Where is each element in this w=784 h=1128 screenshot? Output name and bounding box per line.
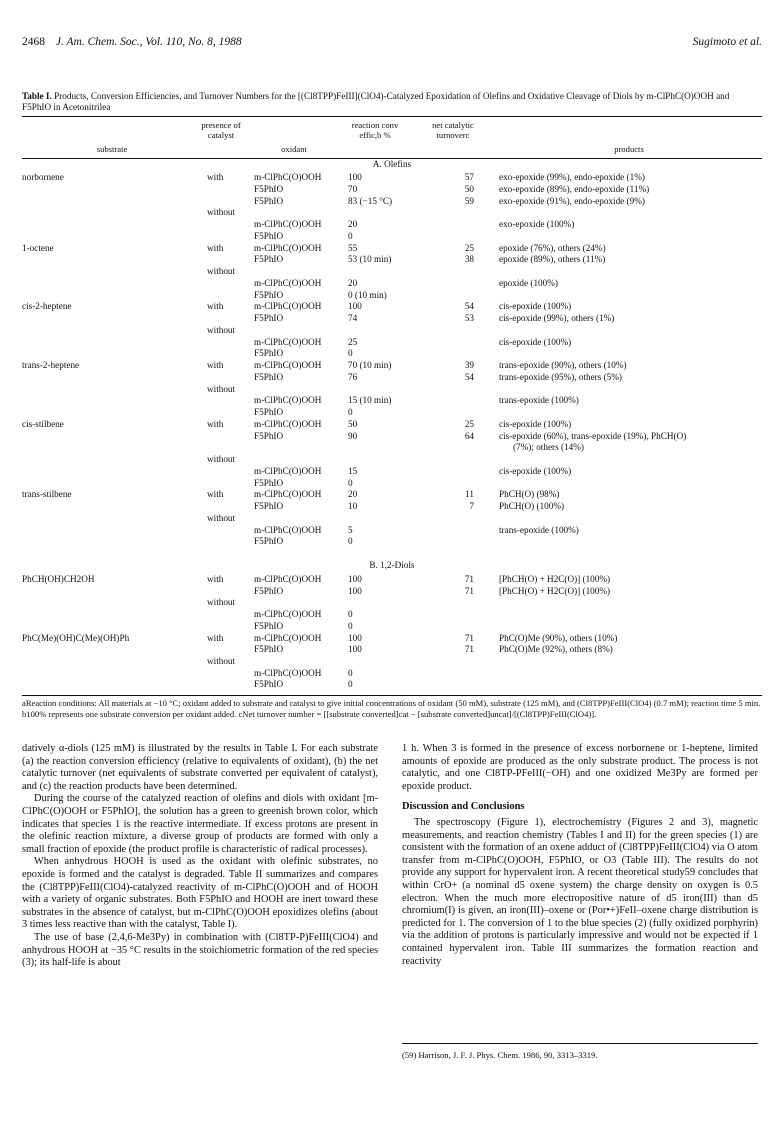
table-row <box>22 633 762 644</box>
cell-oxidant: F5PhIO <box>254 289 284 300</box>
cell-catalyst: with <box>207 418 224 429</box>
cell-efficiency: 20 <box>348 489 358 500</box>
right-paragraph-1: 1 h. When 3 is formed in the presence of excess norbornene or 1-heptene, limited amounts of epoxide are produced as the only substrate product. The process is not catalytic, and one Cl8TP-PFeIII(−OH) and one oxidized Me3Py are formed per epoxide product. <box>402 743 758 792</box>
cell-efficiency: 0 <box>348 667 353 678</box>
cell-products: cis-epoxide (100%) <box>499 418 572 429</box>
cell-efficiency: 0 <box>348 348 353 359</box>
cell-efficiency: 100 <box>348 301 362 312</box>
cell-catalyst: with <box>207 489 224 500</box>
table-row <box>22 290 762 301</box>
col-header-oxidant: oxidant <box>281 144 307 154</box>
section-heading: Discussion and Conclusions <box>402 801 525 813</box>
left-paragraph-1: datively α-diols (125 mM) is illustrated by the results in Table I. For each substrate (a) the reaction conversion efficiency (relative to equivalents of oxidant), (b) the net catalytic turnover (net equivalents of substrate converted per equivalent of catalyst), and (c) the reaction products have been determined. <box>22 743 378 792</box>
cell-oxidant: m-ClPhC(O)OOH <box>254 360 322 370</box>
section-diols: B. 1,2-Diols <box>369 560 415 570</box>
cell-efficiency: 5 <box>348 524 353 535</box>
cell-oxidant: m-ClPhC(O)OOH <box>254 301 322 312</box>
table-row <box>22 489 762 500</box>
table-top-rule <box>22 116 762 117</box>
cell-efficiency: 100 <box>348 585 362 596</box>
table-bottom-rule <box>22 695 762 696</box>
cell-catalyst: without <box>207 454 236 464</box>
table-row <box>22 644 762 655</box>
cell-efficiency: 100 <box>348 172 362 182</box>
table-row <box>22 501 762 512</box>
cell-products: exo-epoxide (99%), endo-epoxide (1%) <box>499 172 645 182</box>
table-row <box>22 668 762 679</box>
table-caption-text: Products, Conversion Efficiencies, and Turnover Numbers for the [(Cl8TPP)FeIII](ClO4)-Catalyzed Epoxidation of Olefins and Oxidative Cleavage of Diols by m-ClPhC(O)OOH and F5PhIO in Acetonitrilea <box>22 91 730 112</box>
left-column <box>22 743 378 970</box>
cell-efficiency: 0 <box>348 679 353 690</box>
cell-efficiency: 53 (10 min) <box>348 254 392 265</box>
table-row <box>22 313 762 324</box>
cell-efficiency: 10 <box>348 501 358 511</box>
left-paragraph-4: The use of base (2,4,6-Me3Py) in combination with (Cl8TP-P)FeIII(ClO4) and anhydrous HOOH at −35 °C results in the stoichiometric formation of the red species (3); its half-life is about <box>22 931 378 969</box>
cell-oxidant: m-ClPhC(O)OOH <box>254 489 322 500</box>
left-paragraph-2: During the course of the catalyzed reaction of olefins and diols with oxidant [m-ClPhC(O)OOH or F5PhIO], the solution has a green to greenish brown color, which indicates that species 1 is the reactive intermediate. If excess protons are present in the olefinic reaction mixture, a diverse group of products are formed with only a small fraction of epoxide (the product profile is characteristic of radical processes). <box>22 793 378 855</box>
cell-oxidant: F5PhIO <box>254 254 284 265</box>
cell-oxidant: m-ClPhC(O)OOH <box>254 242 322 253</box>
cell-products: trans-epoxide (100%) <box>499 395 579 406</box>
table-row <box>22 360 762 371</box>
table-row <box>22 348 762 359</box>
cell-oxidant: F5PhIO <box>254 348 284 359</box>
cell-efficiency: 70 <box>348 183 358 194</box>
cell-efficiency: 83 (−15 °C) <box>348 195 393 206</box>
cell-catalyst: with <box>207 360 224 370</box>
left-paragraph-3: When anhydrous HOOH is used as the oxidant with olefinic substrates, no epoxide is formed and the catalyst is degraded. Table II summarizes and compares the (Cl8TPP)FeIII(ClO4)-catalyzed reactivity of m-ClPhC(O)OOH and of HOOH with a variety of organic substrates. Both F5PhIO and HOOH are inert toward these substrates in the absence of catalyst, but m-ClPhC(O)OOH epoxidizes olefins (about 3 times less reactive than with the catalyst, Table I). <box>22 856 378 931</box>
cell-products: epoxide (76%), others (24%) <box>499 242 606 253</box>
cell-catalyst: without <box>207 207 236 218</box>
cell-turnover: 25 <box>464 418 474 429</box>
table-row <box>22 679 762 690</box>
cell-oxidant: F5PhIO <box>254 407 284 417</box>
table-row <box>22 513 762 524</box>
table-row <box>22 586 762 597</box>
table-row <box>22 609 762 620</box>
table-row <box>22 478 762 489</box>
header-left <box>22 36 242 48</box>
cell-oxidant: F5PhIO <box>254 620 284 631</box>
col-header-substrate: substrate <box>96 144 128 154</box>
cell-efficiency: 55 <box>348 242 358 253</box>
cell-products: epoxide (89%), others (11%) <box>499 254 606 265</box>
table-row <box>22 172 762 183</box>
page-number: 2468 <box>22 36 45 48</box>
cell-oxidant: F5PhIO <box>254 644 284 655</box>
cell-oxidant: F5PhIO <box>254 501 284 511</box>
cell-efficiency: 0 <box>348 230 353 241</box>
cell-turnover: 7 <box>469 501 474 511</box>
cell-efficiency: 25 <box>348 336 358 347</box>
table-row <box>22 536 762 547</box>
cell-products: PhCH(O) (100%) <box>499 501 565 511</box>
cell-catalyst: with <box>207 242 224 253</box>
table-row <box>22 207 762 218</box>
cell-substrate: norbornene <box>22 172 64 182</box>
cell-catalyst: with <box>207 301 224 312</box>
table-row <box>22 525 762 536</box>
cell-oxidant: m-ClPhC(O)OOH <box>254 418 322 429</box>
table-row <box>22 301 762 312</box>
cell-oxidant: m-ClPhC(O)OOH <box>254 219 322 229</box>
cell-products: PhCH(O) (98%) <box>499 489 560 500</box>
cell-products: PhC(O)Me (92%), others (8%) <box>499 644 613 655</box>
table-footnote: aReaction conditions: All materials at −10 °C; oxidant added to substrate and catalyst to give initial concentrations of oxidant (50 mM), substrate (125 mM), and (Cl8TPP)FeIII(ClO4) (0.7 mM); reaction time 5 min. b100% represents one substrate conversion per oxidant added. cNet turnover number = [[substrate converted]cat − [substrate converted]uncat]/[(Cl8TPP)FeIII(ClO4)]. <box>22 698 761 719</box>
cell-oxidant: F5PhIO <box>254 183 284 194</box>
cell-oxidant: m-ClPhC(O)OOH <box>254 632 322 643</box>
cell-oxidant: F5PhIO <box>254 230 284 241</box>
cell-products: cis-epoxide (100%) <box>499 301 572 312</box>
cell-turnover: 71 <box>464 574 474 584</box>
cell-catalyst: without <box>207 324 236 335</box>
col-header-efficiency: reaction conv effic,b % <box>351 120 399 140</box>
table-caption-label: Table I. <box>22 91 52 101</box>
cell-turnover: 57 <box>464 172 474 182</box>
table-row <box>22 266 762 277</box>
cell-products: exo-epoxide (100%) <box>499 219 575 229</box>
cell-turnover: 59 <box>464 195 474 206</box>
cell-products: cis-epoxide (60%), trans-epoxide (19%), PhCH(O) <box>499 430 687 441</box>
cell-efficiency: 20 <box>348 277 358 288</box>
cell-substrate: cis-2-heptene <box>22 301 72 312</box>
cell-efficiency: 100 <box>348 574 362 584</box>
cell-products: trans-epoxide (90%), others (10%) <box>499 360 627 370</box>
table-row <box>22 325 762 336</box>
cell-oxidant: F5PhIO <box>254 679 284 690</box>
cell-efficiency: 74 <box>348 313 358 323</box>
journal-citation: J. Am. Chem. Soc., Vol. 110, No. 8, 1988 <box>55 36 242 48</box>
cell-turnover: 38 <box>464 254 474 265</box>
cell-substrate: PhC(Me)(OH)C(Me)(OH)Ph <box>22 632 130 643</box>
cell-products: cis-epoxide (100%) <box>499 336 572 347</box>
cell-products: cis-epoxide (99%), others (1%) <box>499 313 615 323</box>
table-row <box>22 574 762 585</box>
cell-turnover: 39 <box>464 360 474 370</box>
cell-oxidant: F5PhIO <box>254 585 284 596</box>
cell-efficiency: 15 <box>348 465 358 476</box>
cell-oxidant: m-ClPhC(O)OOH <box>254 395 322 406</box>
cell-efficiency: 0 <box>348 407 353 417</box>
cell-turnover: 50 <box>464 183 474 194</box>
cell-efficiency: 100 <box>348 632 362 643</box>
cell-efficiency: 70 (10 min) <box>348 360 392 370</box>
table-row <box>22 431 762 442</box>
right-paragraph-2: The spectroscopy (Figure 1), electrochemistry (Figures 2 and 3), magnetic measurements, and reaction chemistry (Tables I and II) for the green species (1) are consistent with the formation of an oxene adduct of (Cl8TPP)FeIII(ClO4) via O atom transfer from m-ClPhC(O)OOH, F5PhIO, or O3 (Table III). The results do not provide any support for hypervalent iron. A recent theoretical study59 concludes that within CrO+ (a nominal d5 oxene system) the charge density on oxygen is 0.5 electron. When the much more electropositive nature of d5 iron(III) than d5 chromium(I) is given, an iron(III)–oxene or (Por•+)FeII–oxene charge distribution is predicted for 1. The conversion of 1 to the blue species (2) (fully oxidized porphyrin) via the addition of protons is particularly impressive and would not be expected if 1 contained hypervalent iron. Table III summarizes the formation reaction and reactivity <box>402 816 758 967</box>
cell-products: exo-epoxide (89%), endo-epoxide (11%) <box>499 183 650 194</box>
table-row <box>22 372 762 383</box>
cell-products: exo-epoxide (91%), endo-epoxide (9%) <box>499 195 645 206</box>
cell-efficiency: 0 (10 min) <box>348 289 387 300</box>
table-row <box>22 384 762 395</box>
cell-efficiency: 0 <box>348 477 353 488</box>
cell-catalyst: without <box>207 655 236 666</box>
table-row <box>22 184 762 195</box>
cell-oxidant: m-ClPhC(O)OOH <box>254 667 322 678</box>
cell-oxidant: m-ClPhC(O)OOH <box>254 336 322 347</box>
cell-products: trans-epoxide (95%), others (5%) <box>499 371 622 382</box>
cell-oxidant: m-ClPhC(O)OOH <box>254 609 322 620</box>
cell-catalyst: without <box>207 597 236 608</box>
cell-products: [PhCH(O) + H2C(O)] (100%) <box>499 574 611 584</box>
section-olefins: A. Olefins <box>372 159 412 169</box>
running-authors: Sugimoto et al. <box>692 36 762 48</box>
cell-substrate: PhCH(OH)CH2OH <box>22 574 95 584</box>
table-row <box>22 395 762 406</box>
page-header <box>22 36 762 52</box>
table-caption <box>22 91 760 113</box>
table-row <box>22 442 762 453</box>
cell-turnover: 25 <box>464 242 474 253</box>
cell-turnover: 71 <box>464 632 474 643</box>
cell-oxidant: F5PhIO <box>254 477 284 488</box>
cell-oxidant: m-ClPhC(O)OOH <box>254 277 322 288</box>
cell-products: cis-epoxide (100%) <box>499 465 572 476</box>
cell-substrate: trans-2-heptene <box>22 360 80 370</box>
table-row <box>22 466 762 477</box>
cell-products: epoxide (100%) <box>499 277 558 288</box>
cell-oxidant: F5PhIO <box>254 536 284 547</box>
table-row <box>22 196 762 207</box>
cell-efficiency: 0 <box>348 536 353 547</box>
col-header-turnover: net catalytic turnoverc <box>432 120 474 140</box>
cell-catalyst: without <box>207 383 236 394</box>
cell-substrate: 1-octene <box>22 242 54 253</box>
cell-catalyst: with <box>207 172 224 182</box>
table-row <box>22 337 762 348</box>
table-row <box>22 231 762 242</box>
reference-59: (59) Harrison, J. F. J. Phys. Chem. 1986, 90, 3313–3319. <box>402 1043 758 1060</box>
table-row <box>22 621 762 632</box>
table-row <box>22 597 762 608</box>
cell-oxidant: m-ClPhC(O)OOH <box>254 524 322 535</box>
cell-oxidant: F5PhIO <box>254 430 284 441</box>
table-row <box>22 278 762 289</box>
table-row <box>22 454 762 465</box>
cell-efficiency: 0 <box>348 620 353 631</box>
cell-efficiency: 50 <box>348 418 358 429</box>
cell-substrate: cis-stilbene <box>22 418 64 429</box>
cell-substrate: trans-stilbene <box>22 489 72 500</box>
cell-products: PhC(O)Me (90%), others (10%) <box>499 632 618 643</box>
cell-efficiency: 90 <box>348 430 358 441</box>
cell-catalyst: with <box>207 574 224 584</box>
table-row <box>22 243 762 254</box>
cell-products: trans-epoxide (100%) <box>499 524 579 535</box>
right-column <box>402 743 758 968</box>
table-row <box>22 254 762 265</box>
cell-products: (7%); others (14%) <box>513 442 584 453</box>
col-header-catalyst: presence of catalyst <box>201 120 241 140</box>
cell-efficiency: 0 <box>348 609 353 620</box>
cell-turnover: 71 <box>464 644 474 655</box>
cell-oxidant: m-ClPhC(O)OOH <box>254 465 322 476</box>
cell-catalyst: with <box>207 632 224 643</box>
cell-oxidant: m-ClPhC(O)OOH <box>254 172 322 182</box>
cell-oxidant: F5PhIO <box>254 195 284 206</box>
cell-efficiency: 100 <box>348 644 362 655</box>
cell-oxidant: m-ClPhC(O)OOH <box>254 574 322 584</box>
cell-turnover: 54 <box>464 371 474 382</box>
cell-turnover: 64 <box>464 430 474 441</box>
table-row <box>22 419 762 430</box>
cell-products: [PhCH(O) + H2C(O)] (100%) <box>499 585 611 596</box>
table-row <box>22 219 762 230</box>
cell-turnover: 11 <box>465 489 474 500</box>
cell-oxidant: F5PhIO <box>254 313 284 323</box>
cell-turnover: 71 <box>464 585 474 596</box>
cell-oxidant: F5PhIO <box>254 371 284 382</box>
cell-catalyst: without <box>207 512 236 523</box>
cell-efficiency: 15 (10 min) <box>348 395 392 406</box>
cell-efficiency: 20 <box>348 219 358 229</box>
cell-turnover: 54 <box>464 301 474 312</box>
cell-turnover: 53 <box>464 313 474 323</box>
col-header-products: products <box>614 144 644 154</box>
table-row <box>22 656 762 667</box>
table-row <box>22 407 762 418</box>
cell-efficiency: 76 <box>348 371 358 382</box>
cell-catalyst: without <box>207 266 236 276</box>
